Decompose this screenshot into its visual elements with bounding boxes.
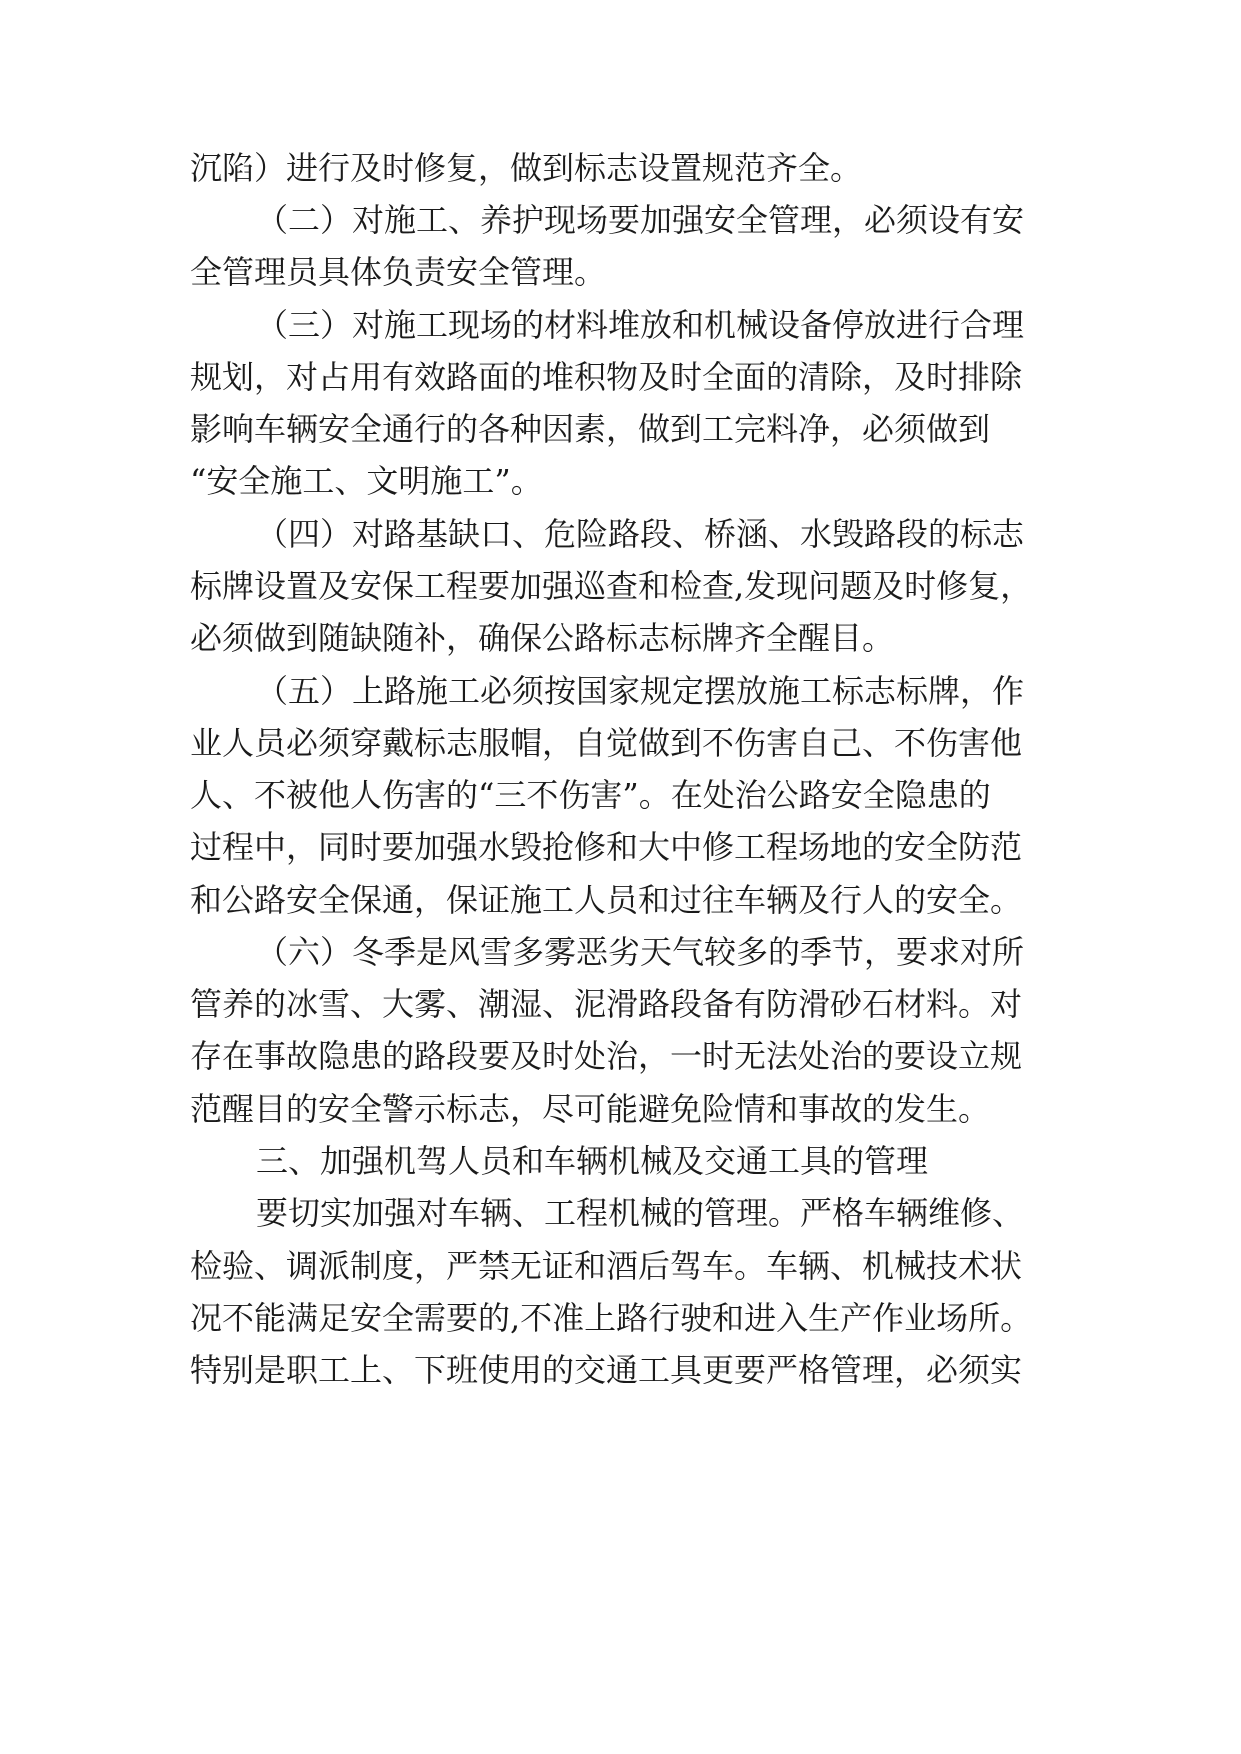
section-heading: 三、加强机驾人员和车辆机械及交通工具的管理 xyxy=(256,1142,929,1180)
body-text-line: 人、不被他人伤害的“三不伤害”。在处治公路安全隐患的 xyxy=(190,776,991,814)
body-text-line: 要切实加强对车辆、工程机械的管理。严格车辆维修、 xyxy=(256,1194,1025,1232)
body-text-line: 业人员必须穿戴标志服帽，自觉做到不伤害自己、不伤害他 xyxy=(190,724,1023,762)
body-text-line: 全管理员具体负责安全管理。 xyxy=(190,253,607,291)
body-text-line: 必须做到随缺随补，确保公路标志标牌齐全醒目。 xyxy=(190,619,895,657)
body-text-line: 存在事故隐患的路段要及时处治，一时无法处治的要设立规 xyxy=(190,1037,1023,1075)
body-text-line: 规划，对占用有效路面的堆积物及时全面的清除，及时排除 xyxy=(190,358,1023,396)
paragraph-3-heading-line: （三）对施工现场的材料堆放和机械设备停放进行合理 xyxy=(256,306,1025,344)
paragraph-6-heading-line: （六）冬季是风雪多雾恶劣天气较多的季节，要求对所 xyxy=(256,933,1025,971)
body-text-line: 管养的冰雪、大雾、潮湿、泥滑路段备有防滑砂石材料。对 xyxy=(190,985,1023,1023)
body-text-line: 标牌设置及安保工程要加强巡查和检查,发现问题及时修复， xyxy=(190,567,1033,605)
body-text-line: “安全施工、文明施工”。 xyxy=(190,462,543,500)
body-text-line: 范醒目的安全警示标志，尽可能避免险情和事故的发生。 xyxy=(190,1090,991,1128)
body-text-line: 过程中，同时要加强水毁抢修和大中修工程场地的安全防范 xyxy=(190,828,1023,866)
body-text-line: 检验、调派制度，严禁无证和酒后驾车。车辆、机械技术状 xyxy=(190,1247,1023,1285)
body-text-line: 影响车辆安全通行的各种因素，做到工完料净，必须做到 xyxy=(190,410,991,448)
body-text-line: 和公路安全保通，保证施工人员和过往车辆及行人的安全。 xyxy=(190,881,1023,919)
paragraph-2-heading-line: （二）对施工、养护现场要加强安全管理，必须设有安 xyxy=(256,201,1025,239)
body-text-line: 况不能满足安全需要的,不准上路行驶和进入生产作业场所。 xyxy=(190,1299,1033,1337)
paragraph-4-heading-line: （四）对路基缺口、危险路段、桥涵、水毁路段的标志 xyxy=(256,515,1025,553)
body-text-line: 沉陷）进行及时修复，做到标志设置规范齐全。 xyxy=(190,149,863,187)
paragraph-5-heading-line: （五）上路施工必须按国家规定摆放施工标志标牌，作 xyxy=(256,672,1025,710)
body-text-line: 特别是职工上、下班使用的交通工具更要严格管理，必须实 xyxy=(190,1351,1023,1389)
